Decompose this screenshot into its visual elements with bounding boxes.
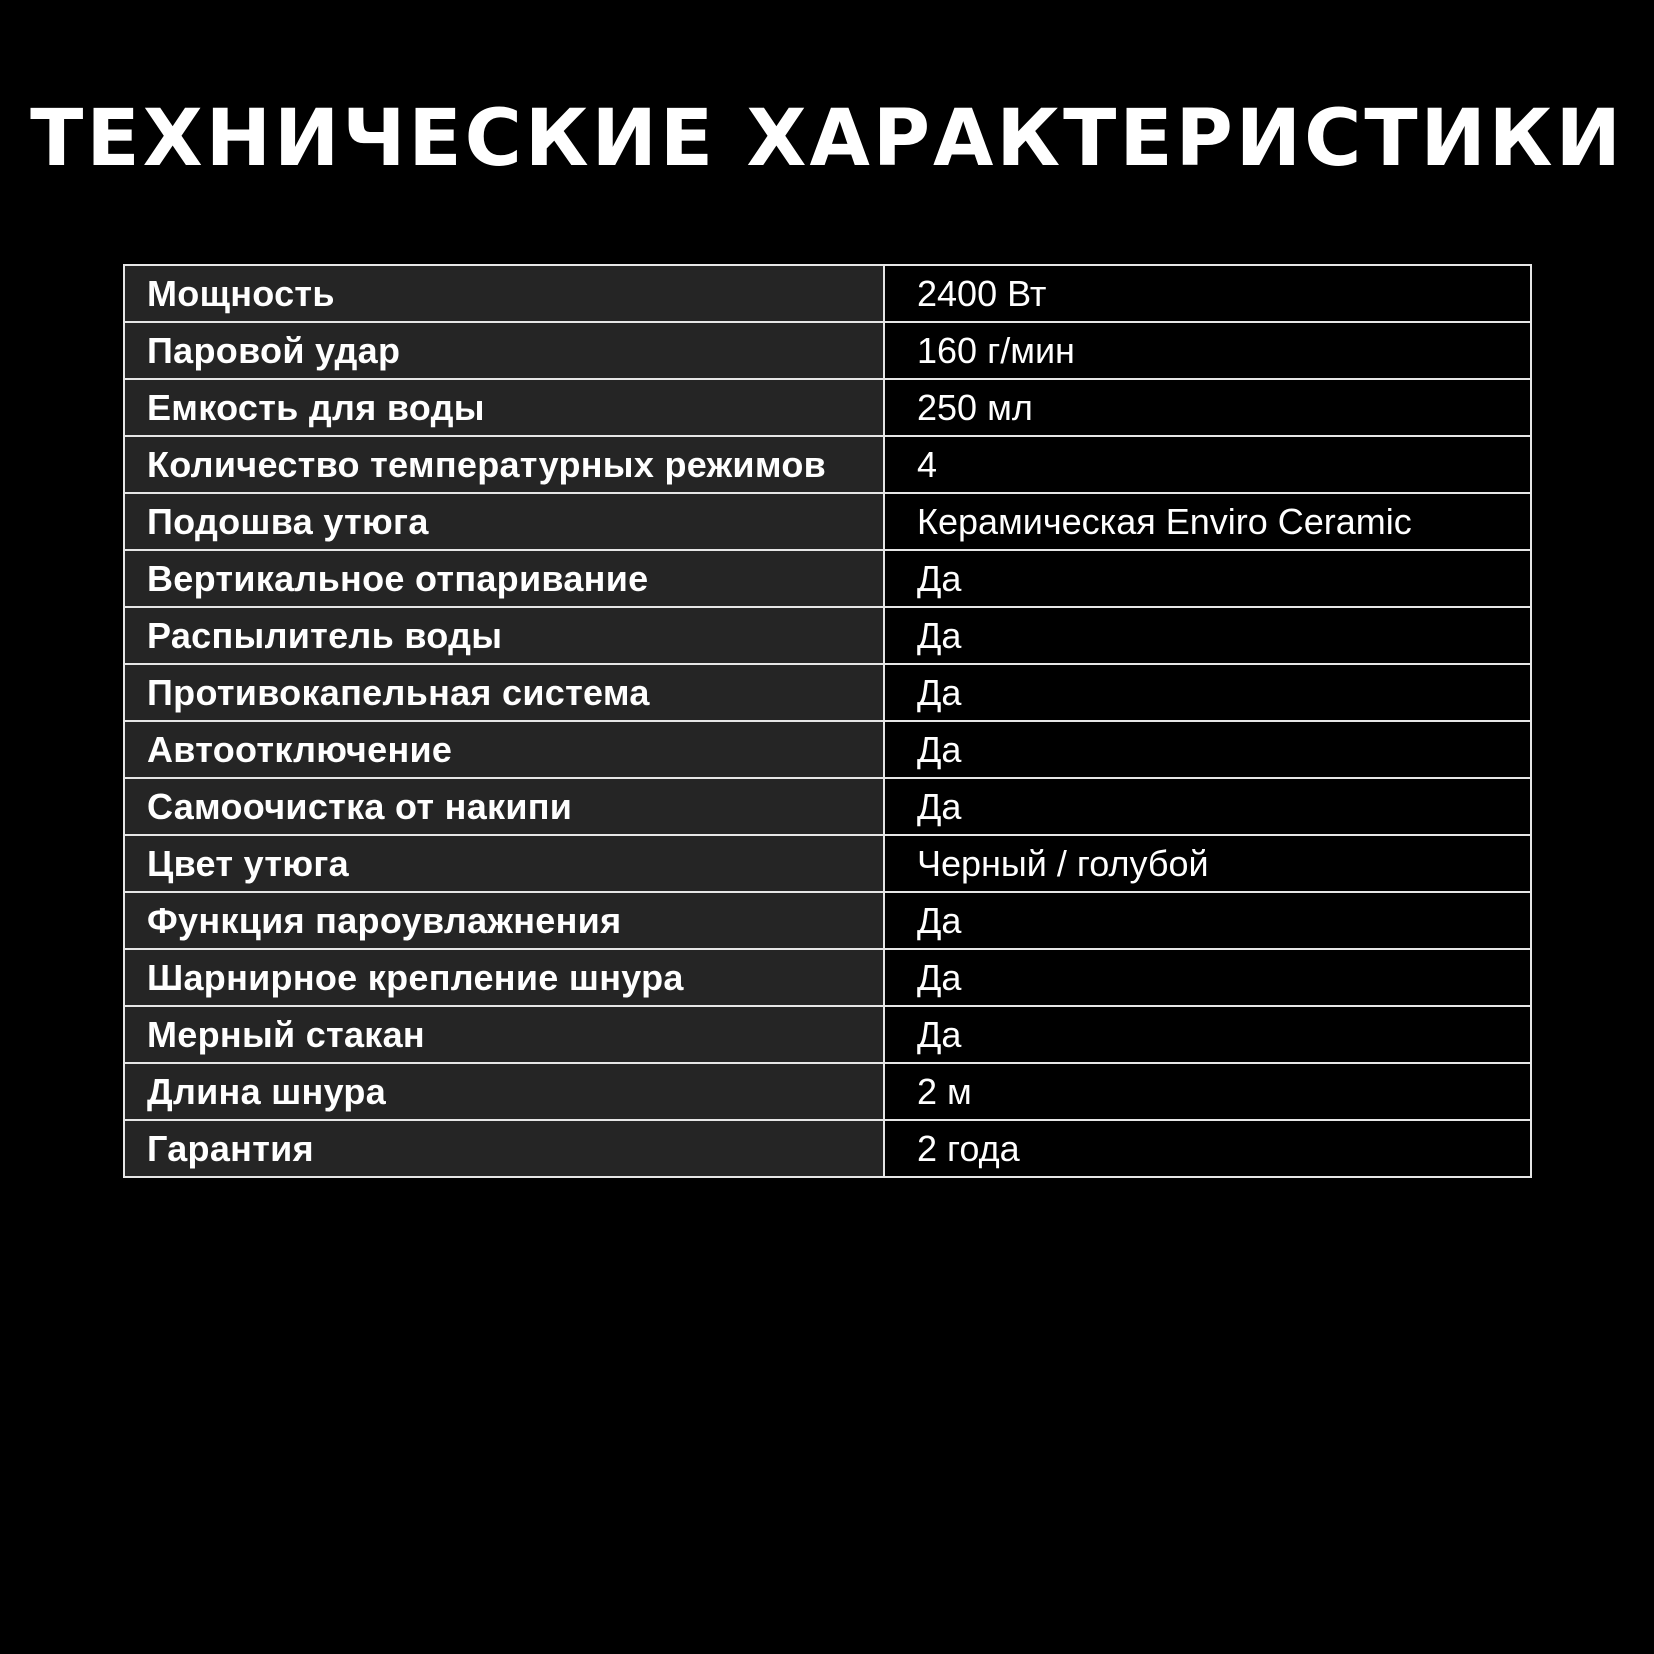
spec-value-cell: Керамическая Enviro Ceramic [884,493,1531,550]
spec-name-cell: Мерный стакан [124,1006,884,1063]
spec-name-cell: Мощность [124,265,884,322]
spec-name-cell: Количество температурных режимов [124,436,884,493]
spec-name-cell: Подошва утюга [124,493,884,550]
spec-name-cell: Длина шнура [124,1063,884,1120]
spec-row [124,493,1531,550]
spec-row [124,892,1531,949]
spec-row [124,1063,1531,1120]
spec-name-cell: Цвет утюга [124,835,884,892]
spec-row [124,1006,1531,1063]
spec-name-cell: Гарантия [124,1120,884,1177]
spec-value-cell: 250 мл [884,379,1531,436]
spec-name-cell: Емкость для воды [124,379,884,436]
spec-row [124,721,1531,778]
spec-name-cell: Распылитель воды [124,607,884,664]
spec-value-cell: Да [884,550,1531,607]
spec-value-cell: 2400 Вт [884,265,1531,322]
spec-table-body [124,265,1531,1177]
spec-table [123,264,1532,1178]
spec-row [124,1120,1531,1177]
spec-name-cell: Паровой удар [124,322,884,379]
spec-value-cell: Да [884,721,1531,778]
spec-row [124,322,1531,379]
spec-value-cell: Да [884,892,1531,949]
spec-row [124,436,1531,493]
spec-name-cell: Противокапельная система [124,664,884,721]
spec-name-cell: Вертикальное отпаривание [124,550,884,607]
spec-row [124,265,1531,322]
spec-name-cell: Функция пароувлажнения [124,892,884,949]
spec-row [124,835,1531,892]
page-title: ТЕХНИЧЕСКИЕ ХАРАКТЕРИСТИКИ [30,94,1624,184]
spec-row [124,550,1531,607]
spec-value-cell: Да [884,949,1531,1006]
spec-row [124,379,1531,436]
spec-row [124,778,1531,835]
spec-value-cell: Да [884,664,1531,721]
spec-value-cell: Да [884,607,1531,664]
spec-value-cell: Да [884,1006,1531,1063]
spec-value-cell: 4 [884,436,1531,493]
spec-row [124,664,1531,721]
spec-name-cell: Шарнирное крепление шнура [124,949,884,1006]
spec-value-cell: Да [884,778,1531,835]
spec-value-cell: 160 г/мин [884,322,1531,379]
spec-value-cell: 2 м [884,1063,1531,1120]
spec-row [124,607,1531,664]
spec-row [124,949,1531,1006]
spec-name-cell: Самоочистка от накипи [124,778,884,835]
spec-value-cell: Черный / голубой [884,835,1531,892]
spec-name-cell: Автоотключение [124,721,884,778]
spec-value-cell: 2 года [884,1120,1531,1177]
